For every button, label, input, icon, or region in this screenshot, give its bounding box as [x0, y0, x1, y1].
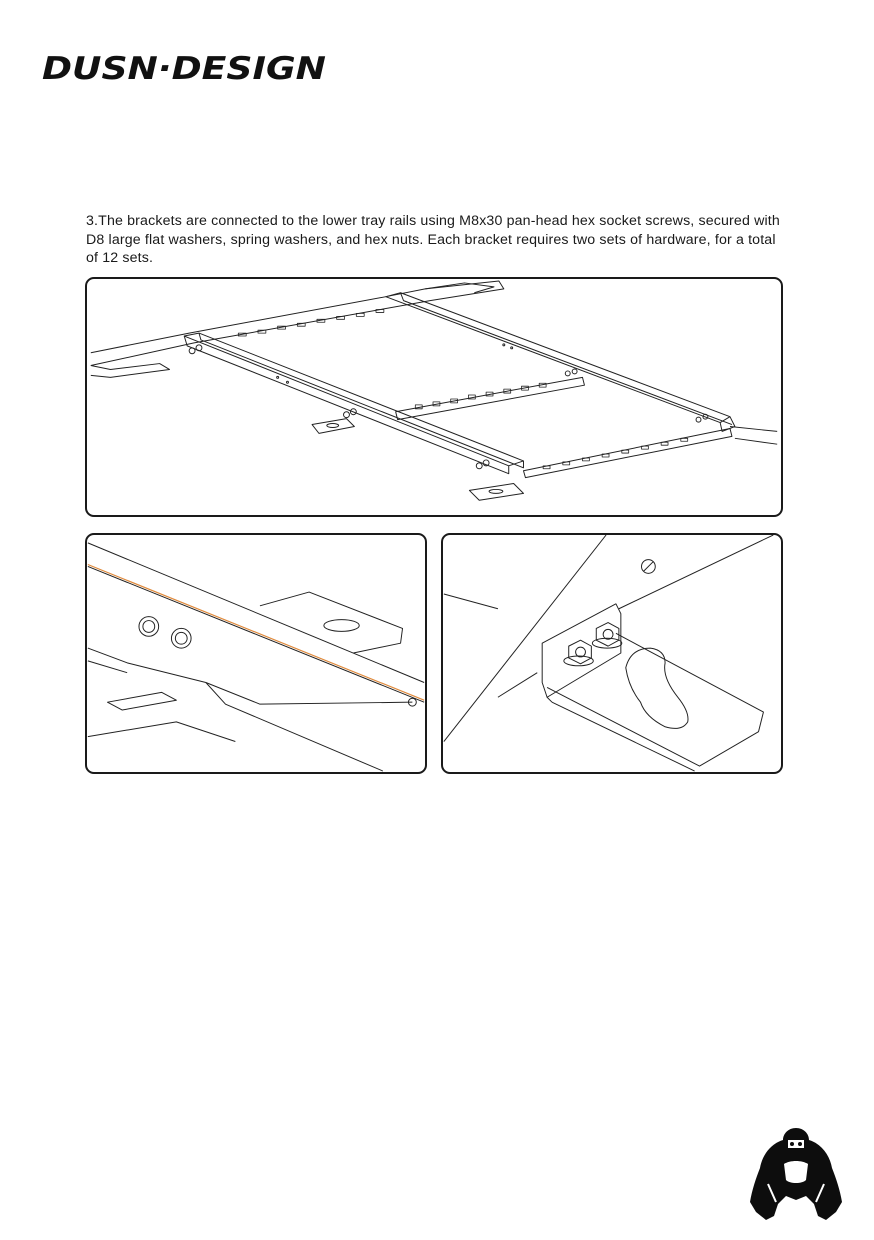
- gorilla-mascot-icon: [748, 1124, 844, 1224]
- hex-nut-bracket-closeup-drawing: [443, 535, 781, 772]
- brand-logo: [40, 50, 330, 84]
- nut-detail-figure: [441, 533, 783, 774]
- overview-figure: [85, 277, 783, 517]
- brand-logo-text: DUSN·DESIGN: [42, 51, 327, 84]
- tray-rail-assembly-drawing: [87, 279, 781, 515]
- screw-heads-closeup-drawing: [87, 535, 425, 772]
- step-instruction: 3.The brackets are connected to the lower tray rails using M8x30 pan-head hex socket screws, secured with D8 large flat washers, spring washers, and hex nuts. Each bracket requires two sets of hardware, for a total of 12 sets.: [86, 213, 780, 266]
- screw-detail-figure: [85, 533, 427, 774]
- brand-logo-wordmark: [40, 50, 330, 84]
- highlight-line: [88, 565, 424, 701]
